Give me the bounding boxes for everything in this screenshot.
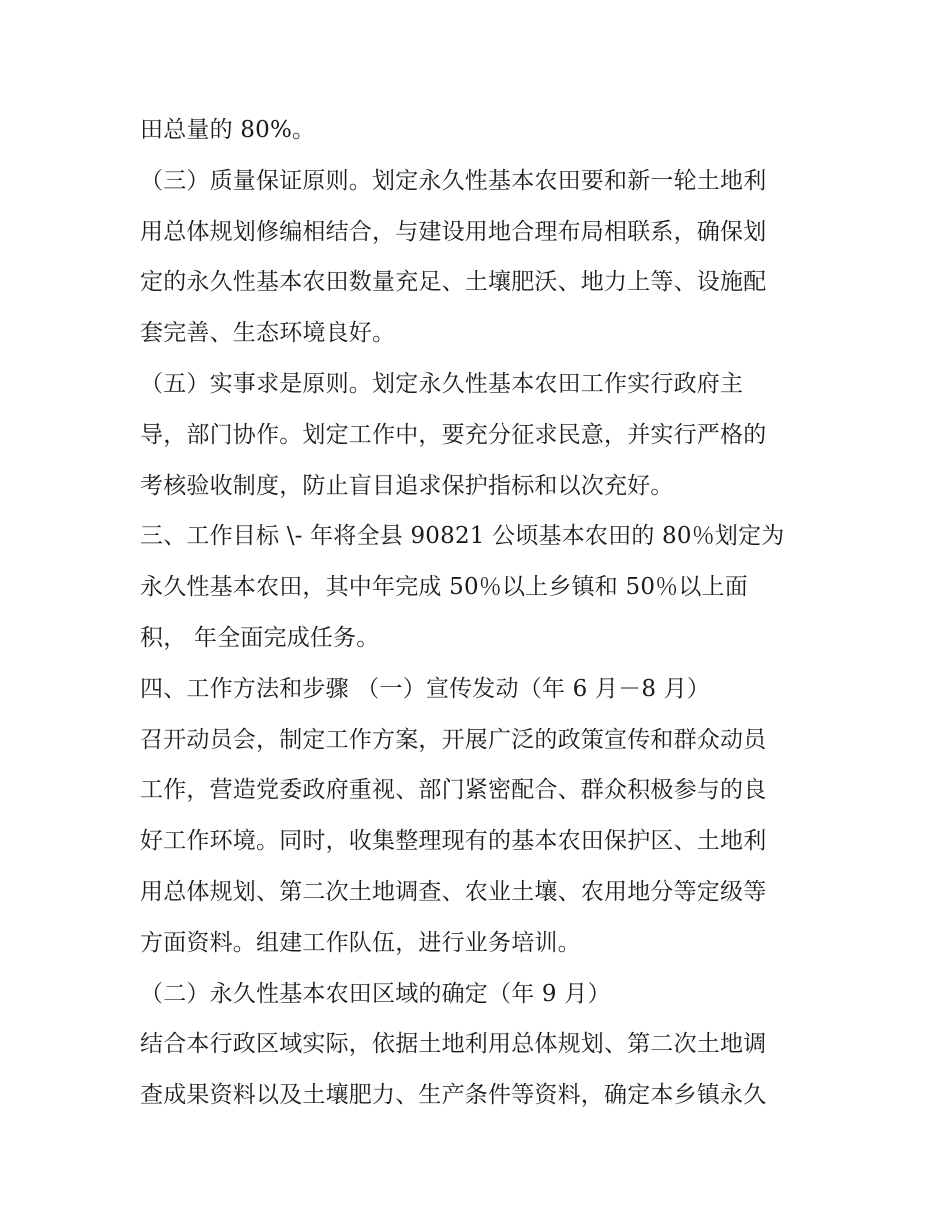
text-line: 导，部门协作。划定工作中，要充分征求民意，并实行严格的	[140, 421, 767, 448]
text-line: （五）实事求是原则。划定永久性基本农田工作实行政府主	[140, 370, 744, 397]
text-line: 考核验收制度，防止盲目追求保护指标和以次充好。	[140, 472, 674, 499]
text-line: 召开动员会，制定工作方案，开展广泛的政策宣传和群众动员	[140, 726, 767, 753]
text-line: 田总量的 80%。	[140, 117, 316, 143]
text-line: 查成果资料以及土壤肥力、生产条件等资料，确定本乡镇永久	[140, 1082, 767, 1109]
text-line: 工作，营造党委政府重视、部门紧密配合、群众积极参与的良	[140, 777, 767, 804]
text-line: （三）质量保证原则。划定永久性基本农田要和新一轮土地利	[140, 167, 767, 194]
text-line: （二）永久性基本农田区域的确定（年 9 月）	[140, 980, 611, 1007]
text-line: 方面资料。组建工作队伍，进行业务培训。	[140, 929, 581, 956]
text-line: 好工作环境。同时，收集整理现有的基本农田保护区、土地利	[140, 828, 767, 855]
text-line: 三、工作目标 \- 年将全县 90821 公顷基本农田的 80％划定为	[140, 523, 785, 550]
text-line: 定的永久性基本农田数量充足、土壤肥沃、地力上等、设施配	[140, 269, 767, 296]
text-line: 积， 年全面完成任务。	[140, 624, 380, 651]
text-line: 四、工作方法和步骤 （一）宣传发动（年 6 月－8 月）	[140, 675, 711, 702]
text-line: 用总体规划修编相结合，与建设用地合理布局相联系，确保划	[140, 218, 767, 245]
text-line: 永久性基本农田，其中年完成 50％以上乡镇和 50％以上面	[140, 574, 748, 601]
text-line: 用总体规划、第二次土地调查、农业土壤、农用地分等定级等	[140, 878, 767, 905]
document-body	[140, 112, 820, 1128]
text-line: 结合本行政区域实际，依据土地利用总体规划、第二次土地调	[140, 1031, 767, 1058]
text-line: 套完善、生态环境良好。	[140, 320, 396, 347]
